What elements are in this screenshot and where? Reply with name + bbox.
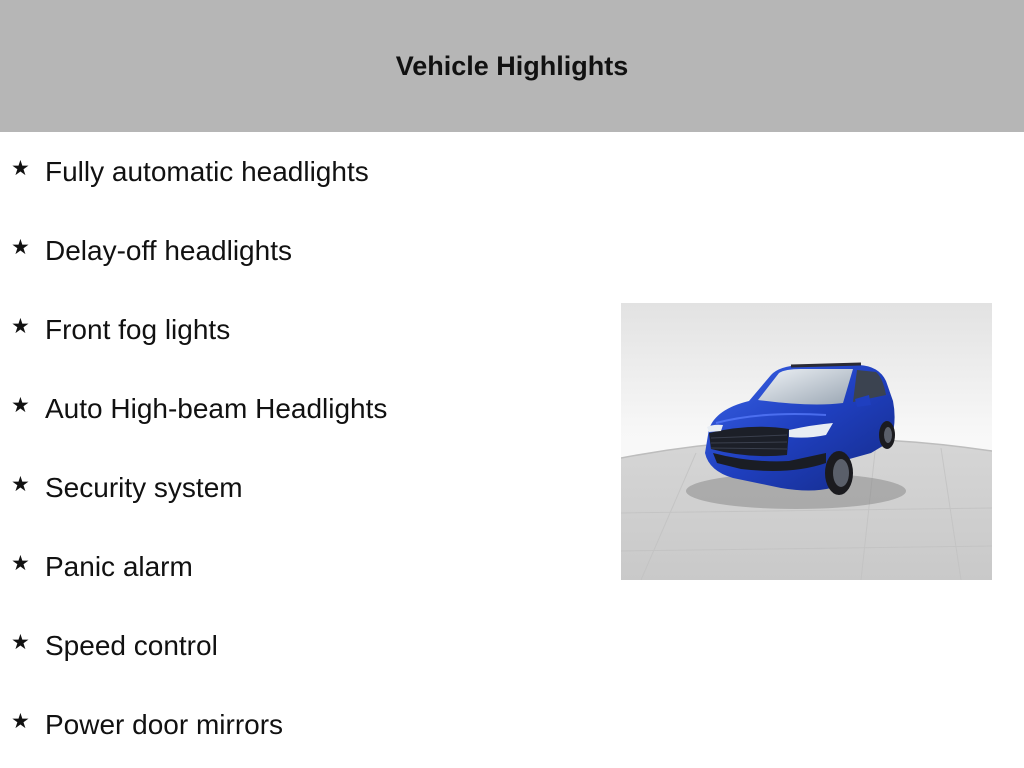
vehicle-photo	[621, 303, 992, 580]
highlight-label: Security system	[45, 472, 243, 503]
star-icon: ★	[11, 314, 30, 338]
page-title: Vehicle Highlights	[395, 50, 629, 81]
highlight-label: Panic alarm	[45, 551, 193, 582]
highlight-label: Auto High-beam Headlights	[45, 393, 388, 424]
star-icon: ★	[11, 393, 30, 417]
list-item	[0, 705, 560, 745]
star-icon: ★	[11, 551, 30, 575]
list-item	[0, 468, 560, 508]
list-item	[0, 231, 560, 271]
list-item	[0, 547, 560, 587]
list-item	[0, 626, 560, 666]
star-icon: ★	[11, 235, 30, 259]
highlight-label: Delay-off headlights	[45, 235, 292, 266]
list-item	[0, 310, 560, 350]
highlight-label: Power door mirrors	[45, 709, 284, 740]
header-bar	[0, 0, 1024, 132]
vehicle-image-icon	[621, 303, 992, 580]
list-item	[0, 389, 560, 429]
list-item	[0, 152, 560, 192]
highlight-label: Fully automatic headlights	[45, 156, 369, 187]
star-icon: ★	[11, 156, 30, 180]
star-icon: ★	[11, 472, 30, 496]
star-icon: ★	[11, 630, 30, 654]
highlight-label: Front fog lights	[45, 314, 231, 345]
star-icon: ★	[11, 709, 30, 733]
highlight-label: Speed control	[45, 630, 218, 661]
